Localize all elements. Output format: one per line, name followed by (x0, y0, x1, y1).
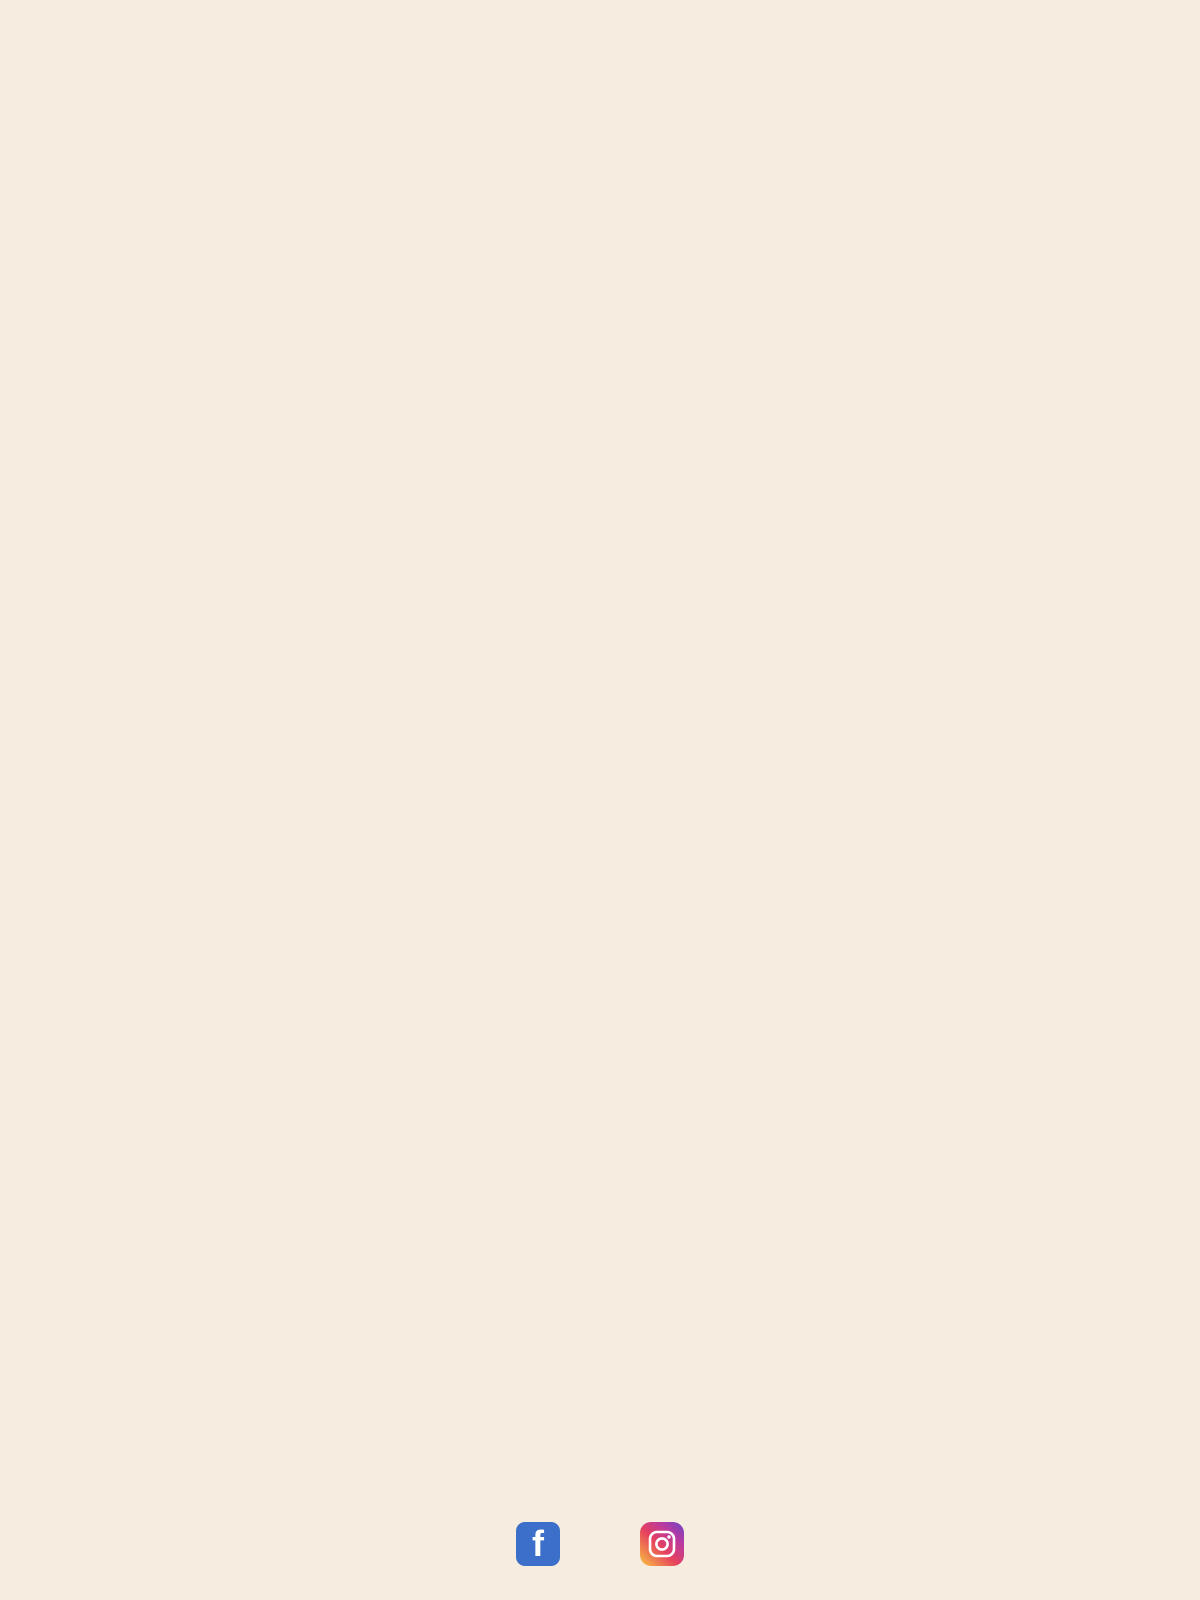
footer (0, 1455, 1200, 1496)
instagram-icon[interactable] (640, 1522, 684, 1566)
social-bar (0, 1522, 1200, 1566)
program-column (617, 30, 1177, 44)
facebook-icon[interactable]: f (516, 1522, 560, 1566)
contact-line (542, 1477, 658, 1496)
